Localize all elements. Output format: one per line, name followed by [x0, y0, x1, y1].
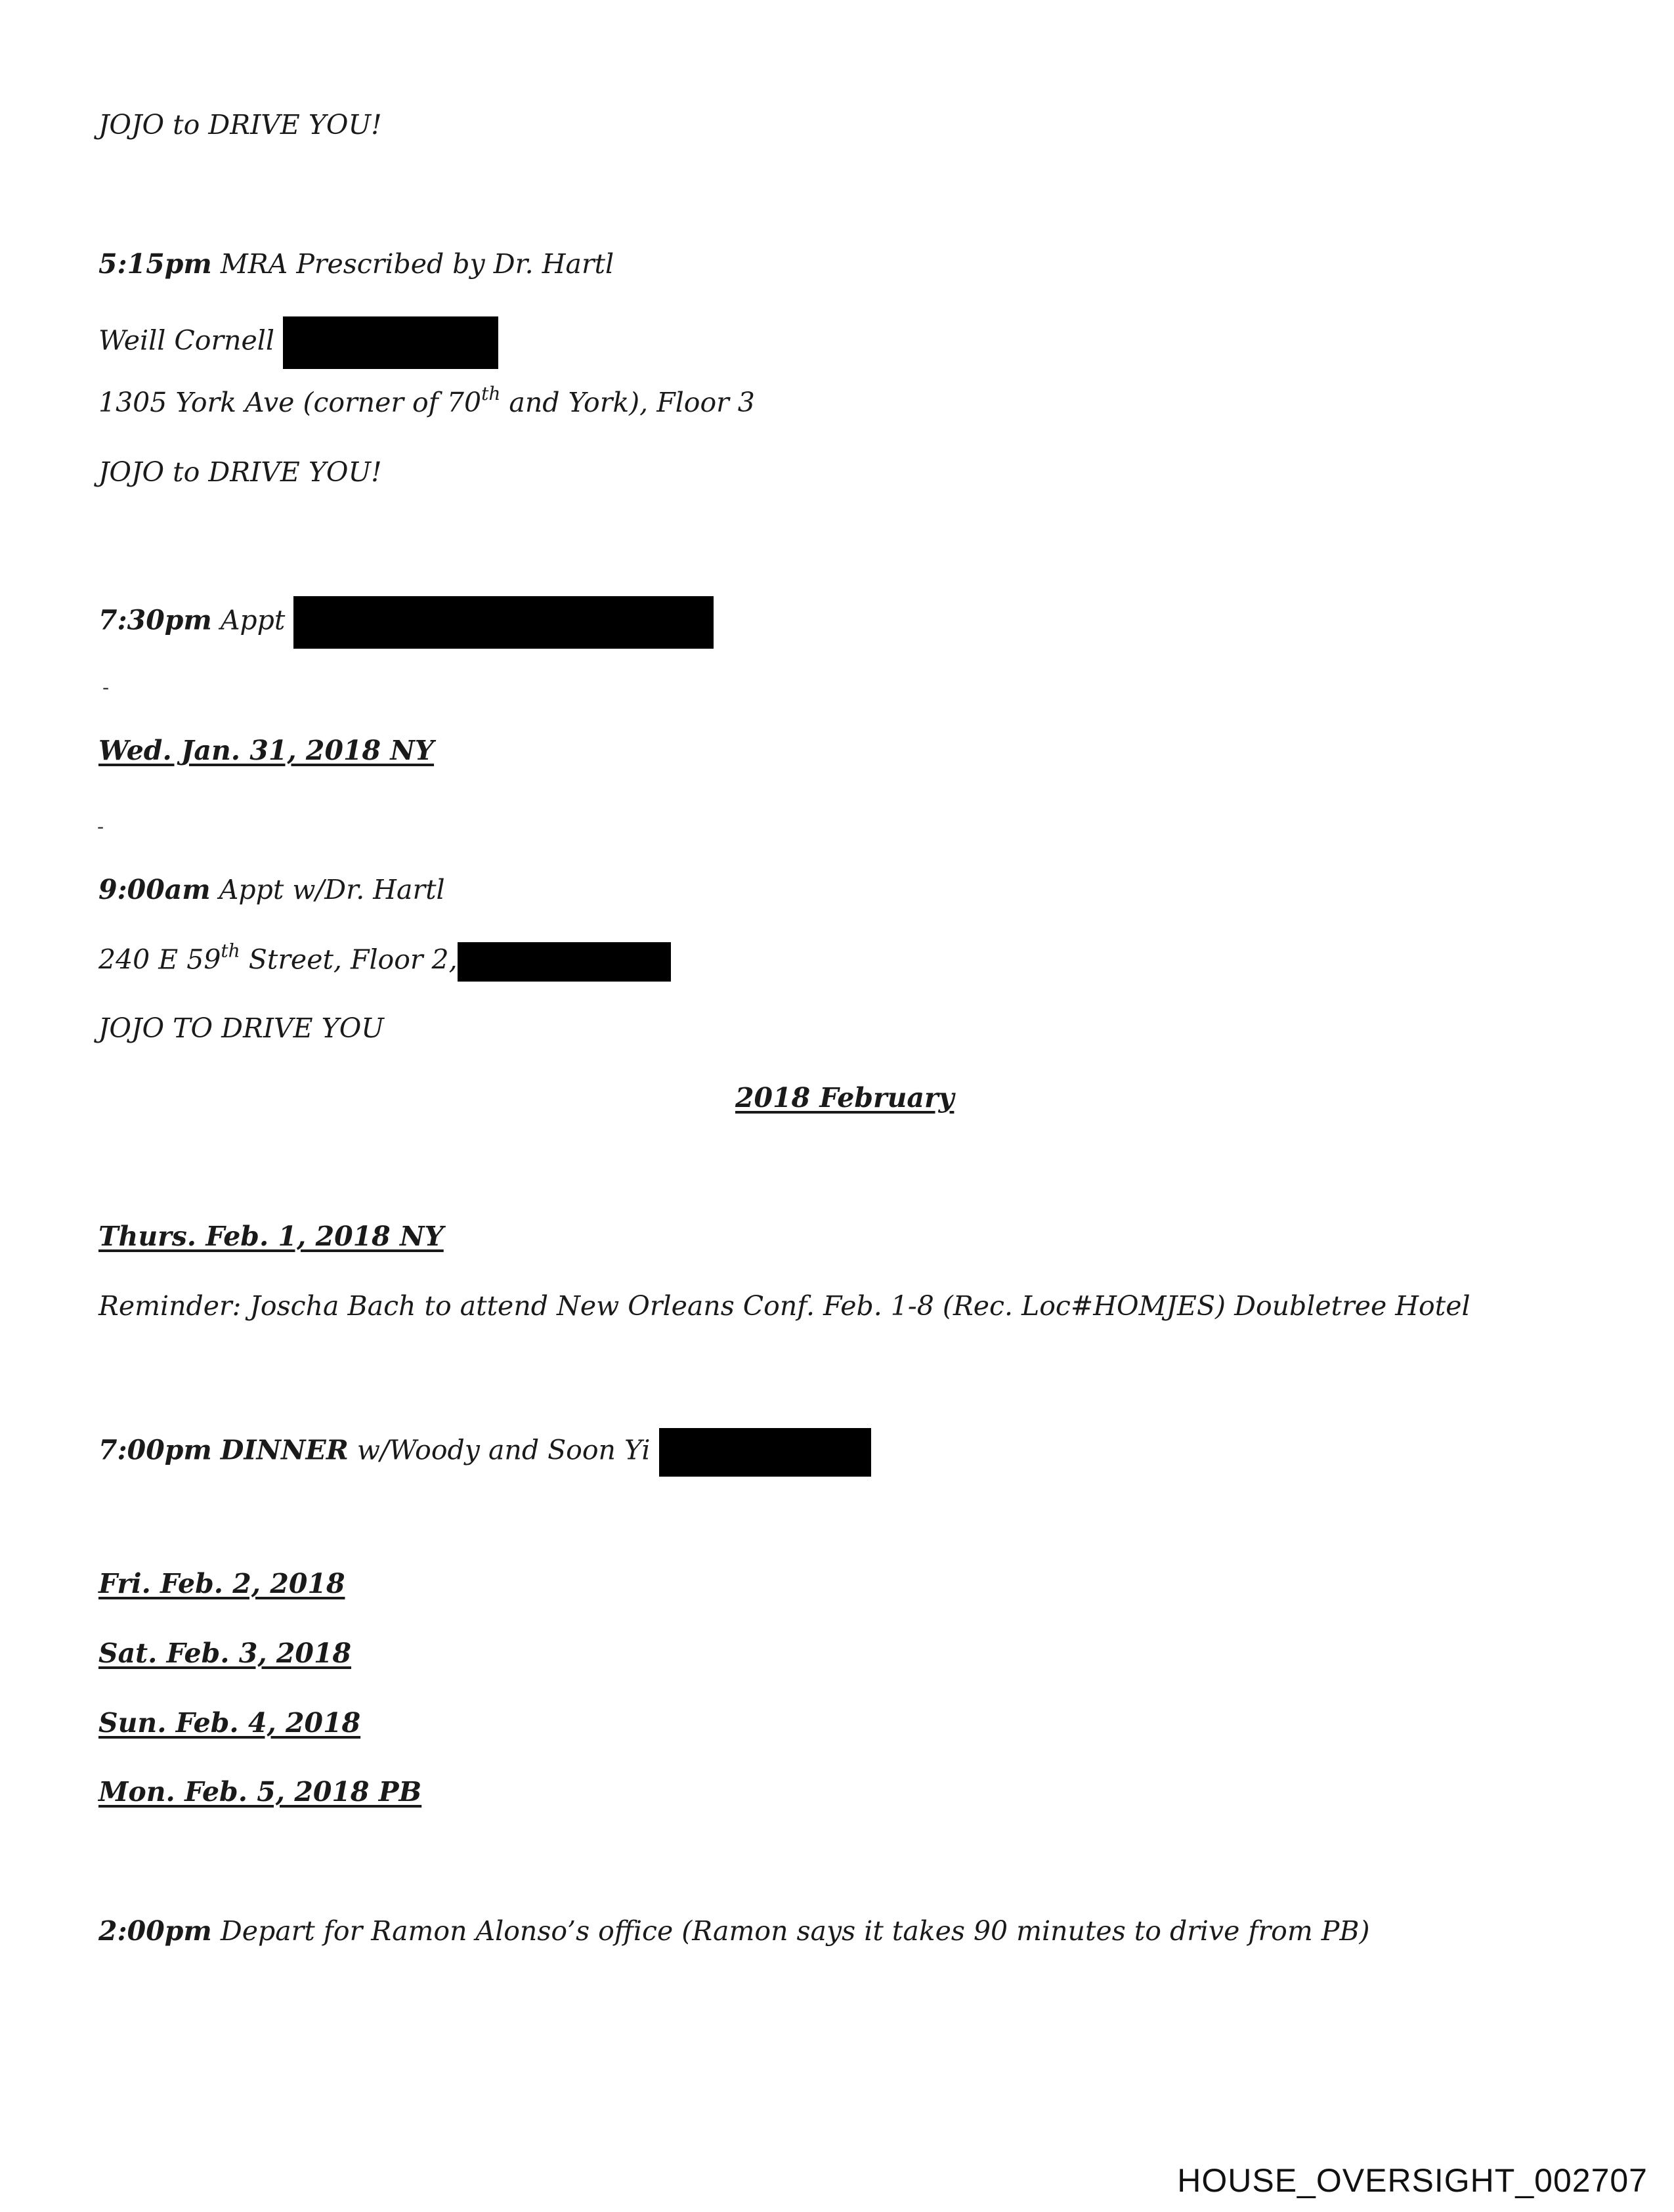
- redaction-box: [659, 1428, 871, 1477]
- entry-text: w/Woody and Soon Yi: [356, 1434, 651, 1466]
- date-heading: Wed. Jan. 31, 2018 NY: [98, 735, 435, 766]
- address-text: 240 E 59: [98, 943, 221, 976]
- entry-label: DINNER: [220, 1434, 349, 1466]
- address-text: 1305 York Ave (corner of 70: [98, 387, 482, 418]
- address-text-end: and York), Floor 3: [509, 387, 755, 418]
- redaction-box: [458, 942, 671, 982]
- dinner-entry: [98, 1428, 871, 1477]
- separator-dash: -: [102, 676, 110, 699]
- date-heading: Fri. Feb. 2, 2018: [98, 1568, 345, 1599]
- entry-time: 5:15pm: [98, 248, 212, 280]
- date-heading: Sun. Feb. 4, 2018: [98, 1707, 361, 1739]
- depart-entry: [98, 1915, 1369, 1947]
- entry-time: 2:00pm: [98, 1915, 212, 1947]
- date-heading: Sat. Feb. 3, 2018: [98, 1637, 352, 1669]
- bates-number: HOUSE_OVERSIGHT_002707: [1177, 2162, 1648, 2199]
- entry-time: 7:00pm: [98, 1434, 212, 1466]
- address-line: [98, 942, 671, 982]
- entry-text: Depart for Ramon Alonso’s office (Ramon says it takes 90 minutes to drive from PB): [220, 1915, 1370, 1947]
- hartl-entry: [98, 873, 445, 906]
- location-text: Weill Cornell: [98, 324, 274, 357]
- entry-text: MRA Prescribed by Dr. Hartl: [220, 248, 614, 280]
- drive-note: JOJO TO DRIVE YOU: [98, 1012, 384, 1044]
- drive-note: JOJO to DRIVE YOU!: [98, 109, 382, 141]
- month-heading: 2018 February: [735, 1082, 955, 1114]
- ordinal-suffix: th: [221, 940, 240, 962]
- ordinal-suffix: th: [481, 383, 501, 404]
- date-heading: Mon. Feb. 5, 2018 PB: [98, 1776, 422, 1808]
- address-text-end: Street, Floor 2,: [248, 943, 458, 976]
- mra-entry: [98, 248, 614, 280]
- separator-dash: -: [97, 815, 104, 838]
- entry-text: Appt: [220, 604, 286, 636]
- appt-entry: [98, 596, 714, 649]
- entry-time: 7:30pm: [98, 604, 212, 636]
- reminder-note: Reminder: Joscha Bach to attend New Orleans Conf. Feb. 1-8 (Rec. Loc#HOMJES) Doubletree Hotel: [98, 1290, 1470, 1322]
- redaction-box: [283, 316, 498, 369]
- address-line: [98, 383, 755, 419]
- redaction-box: [293, 596, 714, 649]
- drive-note: JOJO to DRIVE YOU!: [98, 456, 382, 488]
- location-line: [98, 316, 498, 369]
- date-heading: Thurs. Feb. 1, 2018 NY: [98, 1221, 444, 1252]
- entry-time: 9:00am: [98, 874, 211, 905]
- entry-text: Appt w/Dr. Hartl: [219, 874, 445, 905]
